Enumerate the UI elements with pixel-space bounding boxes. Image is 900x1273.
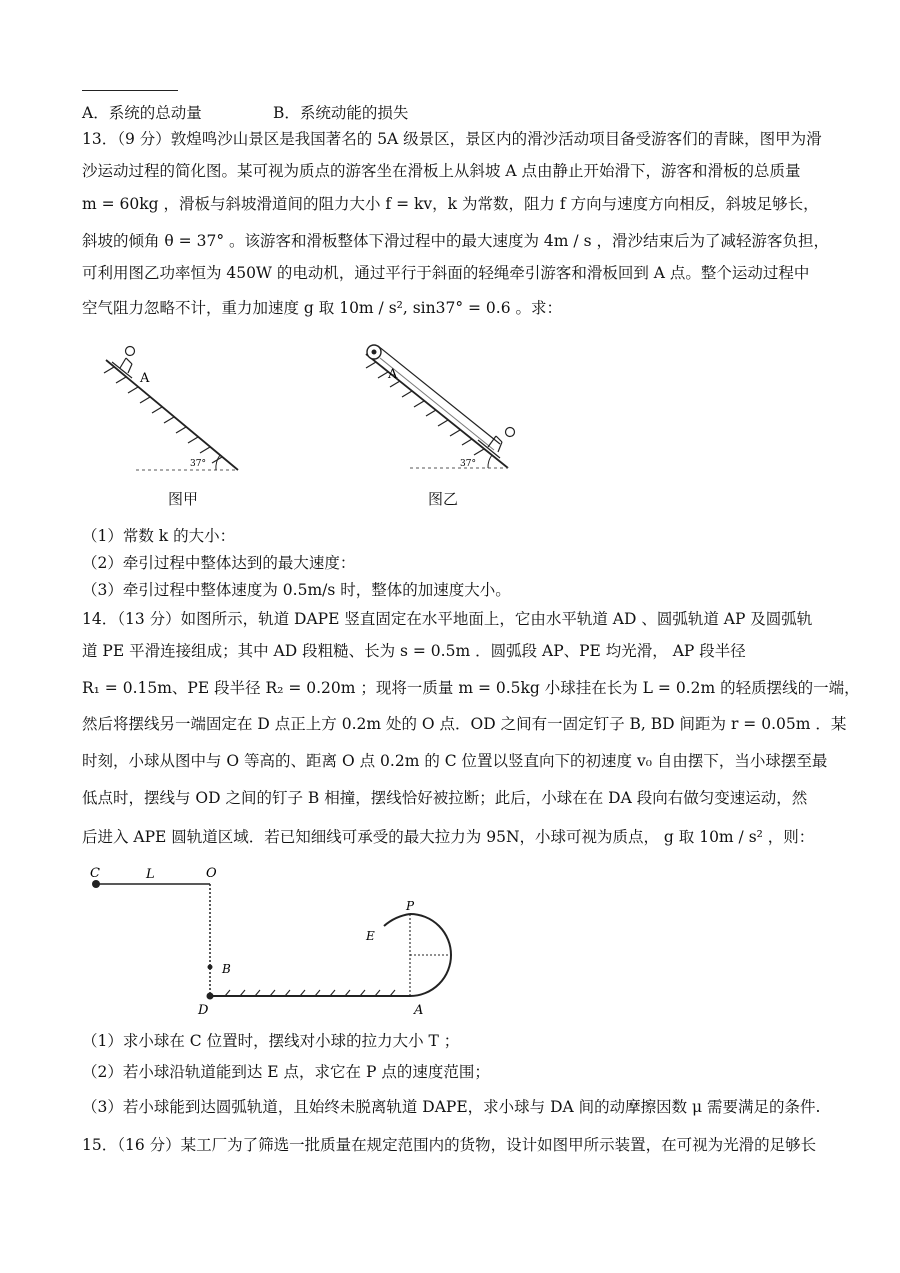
q13-line-3: m = 60kg ，滑板与斜坡滑道间的阻力大小 f = kv，k 为常数，阻力 f 方向与速度方向相反，斜坡足够长， (82, 195, 819, 213)
q15-line-1: 15．（16 分）某工厂为了筛选一批质量在规定范围内的货物，设计如图甲所示装置，在可视为光滑的足够长 (82, 1136, 817, 1154)
top-rule (82, 90, 178, 91)
fig-b-caption: 图乙 (428, 490, 459, 508)
q14-line-4: 然后将摆线另一端固定在 D 点正上方 0.2m 处的 O 点．OD 之间有一固定钉子 B, BD 间距为 r = 0.05m ．某 (82, 715, 847, 733)
q14-sub-2: （2）若小球沿轨道能到达 E 点，求它在 P 点的速度范围； (82, 1063, 490, 1081)
label-o: O (206, 866, 217, 881)
label-c: C (90, 866, 100, 881)
label-e: E (366, 929, 375, 943)
q14-line-7: 后进入 APE 圆轨道区域．若已知细线可承受的最大拉力为 95N，小球可视为质点， g 取 10m / s² ，则： (82, 828, 815, 846)
q14-line-1: 14．（13 分）如图所示，轨道 DAPE 竖直固定在水平地面上，它由水平轨道 AD 、圆弧轨道 AP 及圆弧轨 (82, 610, 813, 628)
q14-line-5: 时刻，小球从图中与 O 等高的、距离 O 点 0.2m 的 C 位置以竖直向下的初速度 v₀ 自由摆下，当小球摆至最 (82, 752, 828, 770)
options-row (82, 102, 830, 124)
fig-b-point-label: A (388, 367, 398, 382)
nail-b (208, 965, 213, 970)
q14-line-6: 低点时，摆线与 OD 之间的钉子 B 相撞，摆线恰好被拉断；此后，小球在在 DA 段向右做匀变速运动，然 (82, 789, 808, 807)
q13-line-2: 沙运动过程的简化图。某可视为质点的游客坐在滑板上从斜坡 A 点由静止开始滑下，游客和滑板的总质量 (82, 162, 801, 180)
option-a: A．系统的总动量 (82, 104, 202, 122)
ball-c (92, 880, 100, 888)
label-p: P (406, 899, 415, 913)
q13-line-4: 斜坡的倾角 θ = 37° 。该游客和滑板整体下滑过程中的最大速度为 4m / s ，滑沙结束后为了减轻游客负担， (82, 232, 829, 250)
q14-line-3: R₁ = 0.15m、PE 段半径 R₂ = 0.20m ；现将一质量 m = 0.5kg 小球挂在长为 L = 0.2m 的轻质摆线的一端， (82, 679, 860, 697)
fig-a-angle-label: 37° (190, 459, 206, 469)
figure-slope-b (350, 340, 530, 475)
label-l: L (146, 867, 155, 882)
q13-sub-3: （3）牵引过程中整体速度为 0.5m/s 时，整体的加速度大小。 (82, 581, 511, 599)
q14-line-2: 道 PE 平滑连接组成；其中 AD 段粗糙、长为 s = 0.5m ．圆弧段 AP、PE 均光滑， AP 段半径 (82, 642, 746, 660)
skier-icon (478, 428, 515, 459)
q13-sub-1: （1）常数 k 的大小： (82, 527, 236, 545)
fig-a-point-label: A (140, 371, 150, 386)
label-b: B (222, 962, 231, 976)
figure-slope-a (88, 340, 248, 475)
option-b: B．系统动能的损失 (273, 104, 409, 122)
fig-b-angle-label: 37° (460, 459, 476, 469)
label-a: A (414, 1003, 424, 1018)
q14-sub-3: （3）若小球能到达圆弧轨道，且始终未脱离轨道 DAPE，求小球与 DA 间的动摩擦因数 μ 需要满足的条件. (82, 1098, 821, 1116)
label-d: D (198, 1003, 209, 1018)
figure-track (80, 860, 480, 1020)
q13-line-5: 可利用图乙功率恒为 450W 的电动机，通过平行于斜面的轻绳牵引游客和滑板回到 A 点。整个运动过程中 (82, 264, 810, 282)
fig-a-caption: 图甲 (168, 490, 199, 508)
q14-sub-1: （1）求小球在 C 位置时，摆线对小球的拉力大小 T ； (82, 1032, 460, 1050)
q13-line-6: 空气阻力忽略不计，重力加速度 g 取 10m / s², sin37° = 0.6 。求： (82, 299, 563, 317)
q13-line-1: 13．（9 分）敦煌鸣沙山景区是我国著名的 5A 级景区，景区内的滑沙活动项目备受游客们的青睐，图甲为滑 (82, 130, 822, 148)
q13-sub-2: （2）牵引过程中整体达到的最大速度： (82, 554, 356, 572)
